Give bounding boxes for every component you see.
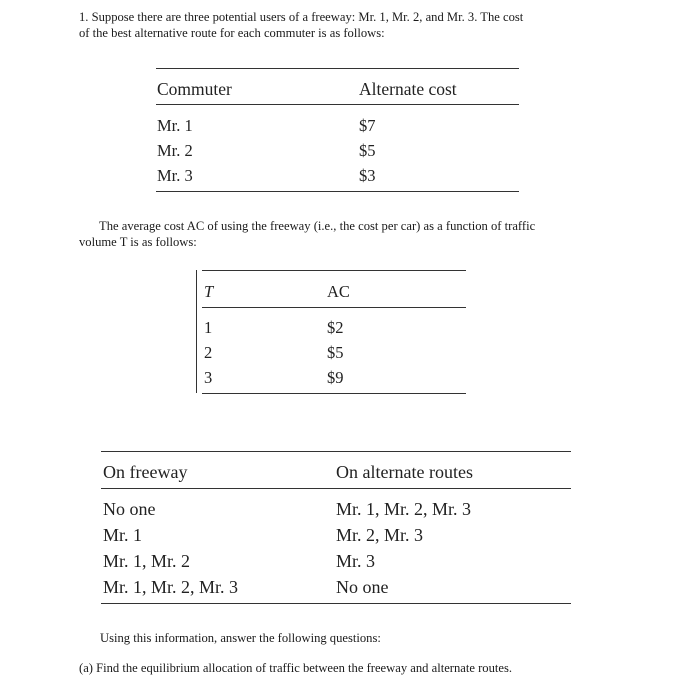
avg-cost-line-2: volume T is as follows: [79, 235, 197, 249]
on-freeway-value: Mr. 1, Mr. 2, Mr. 3 [103, 577, 239, 597]
intro-line-2: of the best alternative route for each commuter is as follows: [79, 26, 385, 40]
alternate-cost-value: $5 [359, 141, 376, 160]
ac-value: $9 [327, 368, 344, 387]
column-header-alternate-cost: Alternate cost [359, 79, 457, 99]
alternate-cost-value: $3 [359, 166, 376, 185]
table-top-rule [101, 451, 571, 452]
instructions-text: Using this information, answer the following questions: [100, 631, 381, 645]
intro-paragraph [79, 9, 523, 41]
on-alternate-value: Mr. 1, Mr. 2, Mr. 3 [336, 499, 472, 519]
column-divider [196, 270, 197, 393]
table-top-rule [156, 68, 519, 69]
traffic-volume-value: 1 [204, 318, 213, 337]
column-header-on-freeway: On freeway [103, 462, 188, 482]
traffic-volume-value: 3 [204, 368, 213, 387]
avg-cost-line-1: The average cost AC of using the freeway (i.e., the cost per car) as a function of traffic [99, 219, 536, 233]
commuter-name: Mr. 3 [157, 166, 193, 185]
on-alternate-value: Mr. 2, Mr. 3 [336, 525, 424, 545]
alternate-cost-value: $7 [359, 116, 376, 135]
on-alternate-value: Mr. 3 [336, 551, 376, 571]
on-freeway-value: Mr. 1, Mr. 2 [103, 551, 191, 571]
on-freeway-value: Mr. 1 [103, 525, 143, 545]
table-bottom-rule [101, 603, 571, 604]
table-bottom-rule [202, 393, 466, 394]
commuter-name: Mr. 2 [157, 141, 193, 160]
table-header-rule [202, 307, 466, 308]
table-bottom-rule [156, 191, 519, 192]
table-top-rule [202, 270, 466, 271]
table-header-rule [156, 104, 519, 105]
avg-cost-paragraph [79, 218, 535, 250]
on-freeway-value: No one [103, 499, 156, 519]
traffic-volume-value: 2 [204, 343, 213, 362]
table-header-rule [101, 488, 571, 489]
question-a: (a) Find the equilibrium allocation of traffic between the freeway and alternate routes. [79, 661, 513, 675]
on-alternate-value: No one [336, 577, 389, 597]
commuter-name: Mr. 1 [157, 116, 193, 135]
ac-value: $2 [327, 318, 344, 337]
column-header-commuter: Commuter [157, 79, 232, 99]
intro-line-1: 1. Suppose there are three potential users of a freeway: Mr. 1, Mr. 2, and Mr. 3. The cost [79, 10, 524, 24]
ac-value: $5 [327, 343, 344, 362]
column-header-ac: AC [327, 282, 350, 301]
column-header-on-alternate-routes: On alternate routes [336, 462, 473, 482]
column-header-t: T [204, 282, 214, 301]
